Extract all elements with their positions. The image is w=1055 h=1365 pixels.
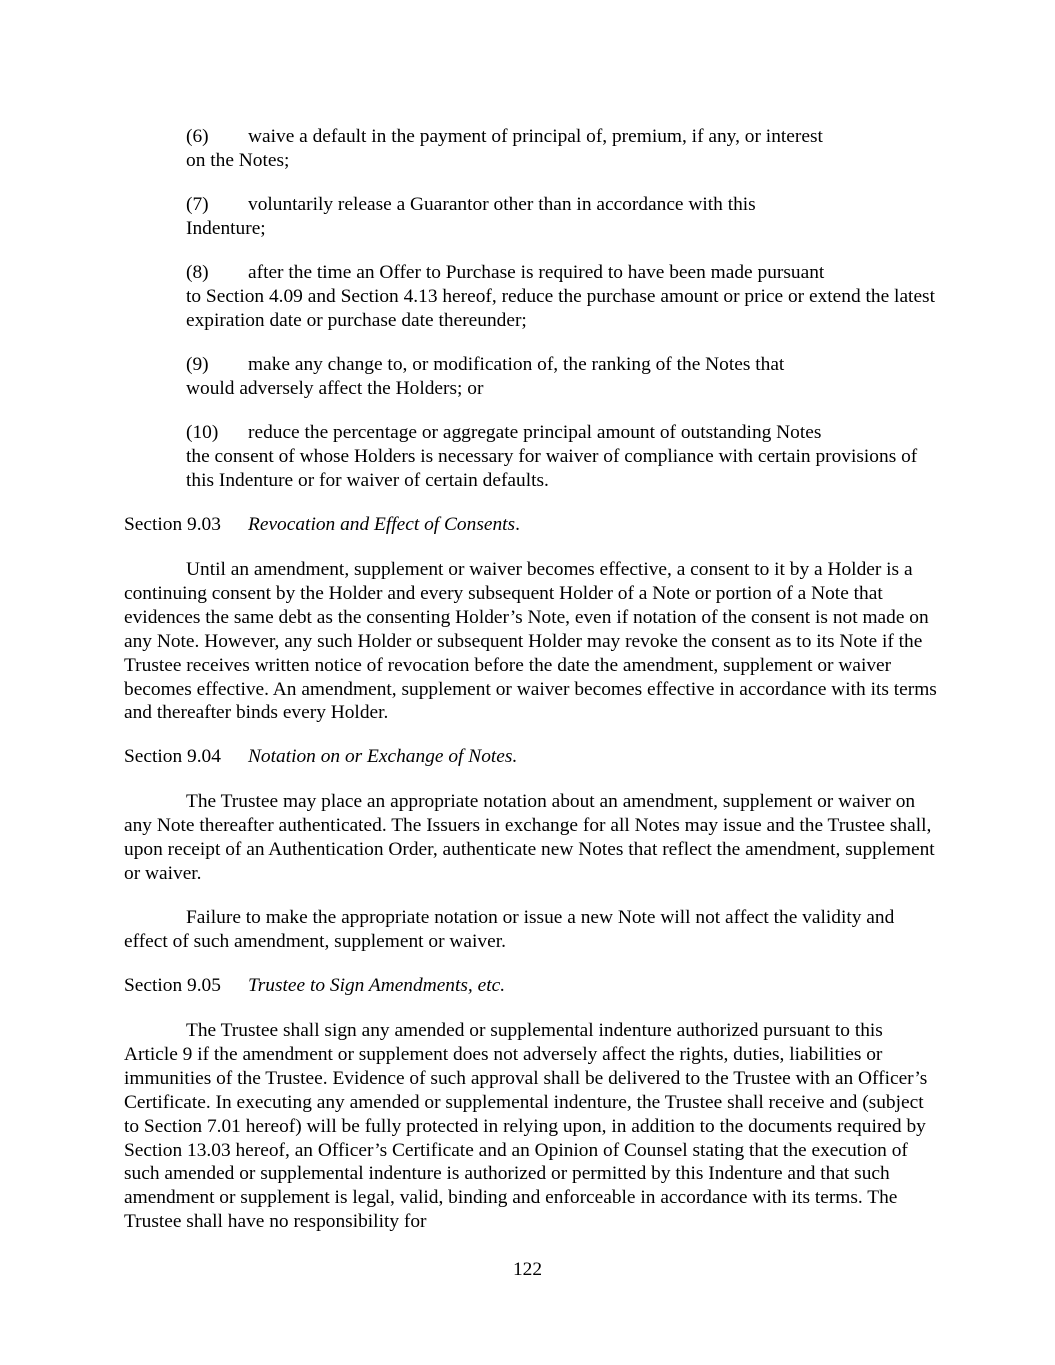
item-text-rest: the consent of whose Holders is necessary for waiver of compliance with certain provisions of this Indenture or for waiver of certain defaults. xyxy=(186,445,918,491)
list-item-10 xyxy=(186,421,939,493)
section-heading-9-04 xyxy=(124,745,939,769)
section-title-period: . xyxy=(515,514,520,535)
section-9-03-paragraph xyxy=(124,558,939,725)
section-number: Section 9.04 xyxy=(124,746,221,767)
section-9-05-paragraph xyxy=(124,1019,939,1234)
item-label: (6) xyxy=(186,126,209,147)
section-number: Section 9.05 xyxy=(124,975,221,996)
section-number: Section 9.03 xyxy=(124,514,221,535)
item-text-rest: to Section 4.09 and Section 4.13 hereof, reduce the purchase amount or price or extend the latest expiration date or purchase date thereunder; xyxy=(186,285,935,331)
paragraph-text: The Trustee shall sign any amended or supplemental indenture authorized pursuant to this Article 9 if the amendment or supplement does not adversely affect the rights, duties, liabilities or immunities of the Trustee. Evidence of such approval shall be delivered to the Trustee with an Officer’s Certificate. In executing any amended or supplemental indenture, the Trustee shall receive and (subject to Section 7.01 hereof) will be fully protected in relying upon, in addition to the documents required by Section 13.03 hereof, an Officer’s Certificate and an Opinion of Counsel stating that the execution of such amended or supplemental indenture is authorized or permitted by this Indenture and that such amendment or supplement is legal, valid, binding and enforceable in accordance with its terms. The Trustee shall have no responsibility for xyxy=(124,1020,928,1233)
page-number: 122 xyxy=(512,1259,543,1280)
paragraph-text: Failure to make the appropriate notation or issue a new Note will not affect the validity and effect of such amendment, supplement or waiver. xyxy=(124,907,895,952)
list-item-7 xyxy=(186,193,939,241)
section-9-04-paragraph-2 xyxy=(124,906,939,954)
paragraph-text: The Trustee may place an appropriate notation about an amendment, supplement or waiver on any Note thereafter authenticated. The Issuers in exchange for all Notes may issue and the Trustee shall, upon receipt of an Authentication Order, authenticate new Notes that reflect the amendment, supplement or waiver. xyxy=(124,791,935,884)
section-9-04-paragraph-1 xyxy=(124,790,939,886)
item-text-first: waive a default in the payment of principal of, premium, if any, or interest xyxy=(248,126,823,147)
section-title: Revocation and Effect of Consents xyxy=(248,514,516,535)
item-text-first: after the time an Offer to Purchase is required to have been made pursuant xyxy=(248,262,825,283)
item-text-first: reduce the percentage or aggregate principal amount of outstanding Notes xyxy=(248,422,822,443)
item-label: (9) xyxy=(186,354,209,375)
section-heading-9-05 xyxy=(124,974,939,998)
item-label: (10) xyxy=(186,422,219,443)
item-text-rest: would adversely affect the Holders; or xyxy=(186,377,484,399)
section-title: Notation on or Exchange of Notes. xyxy=(248,746,518,767)
item-text-first: voluntarily release a Guarantor other than in accordance with this xyxy=(248,194,756,215)
item-text-first: make any change to, or modification of, the ranking of the Notes that xyxy=(248,354,785,375)
list-item-9 xyxy=(186,353,939,401)
section-title: Trustee to Sign Amendments, etc. xyxy=(248,975,506,996)
item-label: (8) xyxy=(186,262,209,283)
paragraph-text: Until an amendment, supplement or waiver becomes effective, a consent to it by a Holder is a continuing consent by the Holder and every subsequent Holder of a Note or portion of a Note that evidences the same debt as the consenting Holder’s Note, even if notation of the consent is not made on any Note. However, any such Holder or subsequent Holder may revoke the consent as to its Note if the Trustee receives written notice of revocation before the date the amendment, supplement or waiver becomes effective. An amendment, supplement or waiver becomes effective in accordance with its terms and thereafter binds every Holder. xyxy=(124,559,937,724)
list-item-6 xyxy=(186,125,939,173)
item-text-rest: on the Notes; xyxy=(186,149,290,171)
list-item-8 xyxy=(186,261,939,333)
section-heading-9-03 xyxy=(124,513,939,537)
item-text-rest: Indenture; xyxy=(186,217,266,239)
item-label: (7) xyxy=(186,194,209,215)
